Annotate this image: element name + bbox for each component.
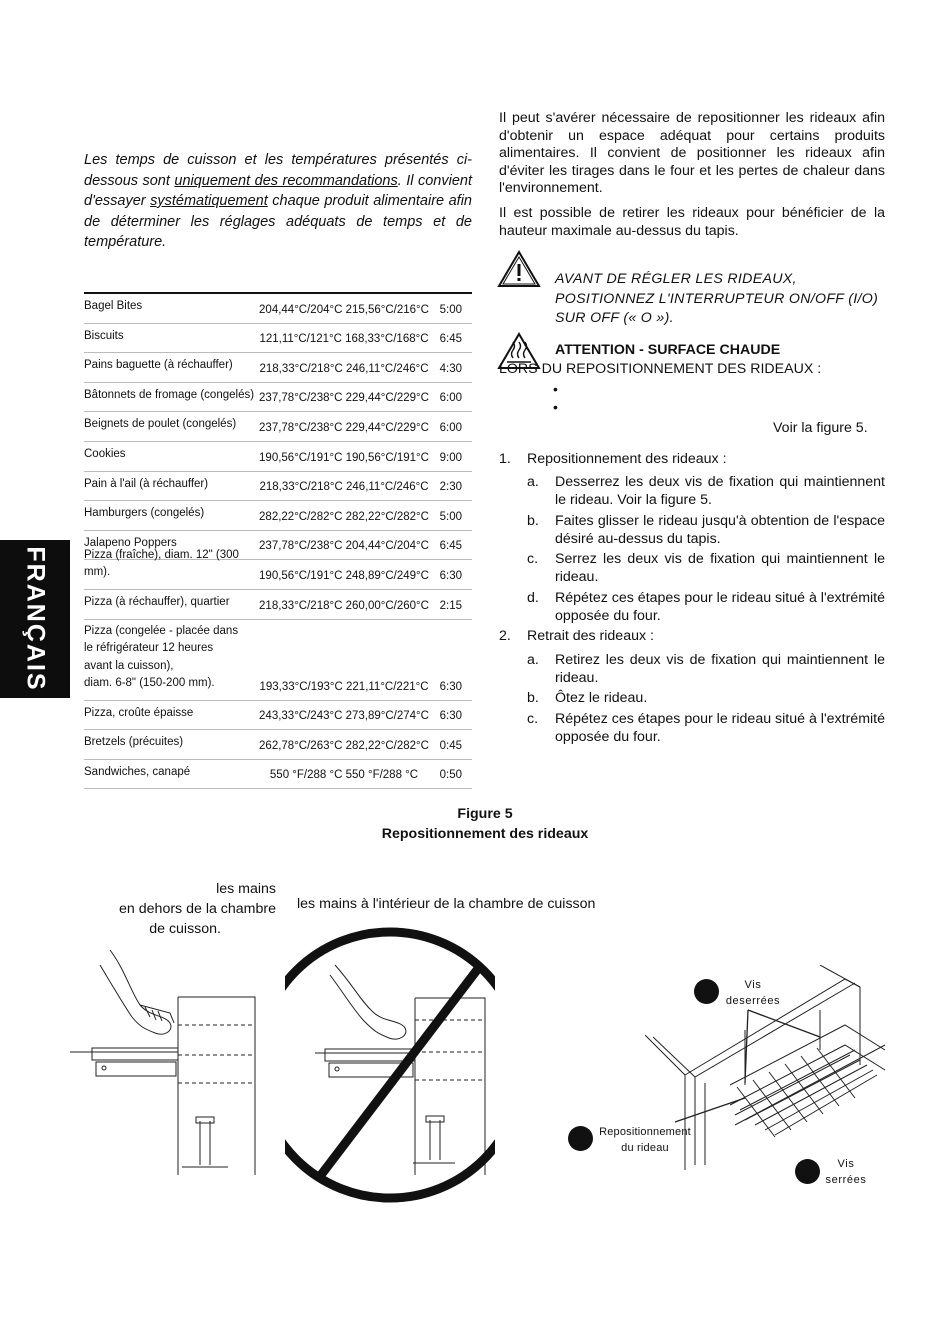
table-row bbox=[84, 383, 472, 413]
table-row bbox=[84, 701, 472, 731]
product-cell: Pizza (à réchauffer), quartier bbox=[84, 596, 230, 609]
time-cell: 6:30 bbox=[439, 569, 462, 582]
table-row bbox=[84, 590, 472, 620]
bullet-2: • bbox=[553, 399, 558, 415]
label-loosened-line-1: Vis bbox=[744, 979, 762, 991]
warning-triangle-icon bbox=[497, 250, 541, 288]
figure-caption bbox=[0, 804, 950, 844]
hot-surface-title: ATTENTION - SURFACE CHAUDE bbox=[555, 342, 781, 358]
time-cell: 6:30 bbox=[439, 680, 462, 693]
step-2b-letter: b. bbox=[527, 690, 539, 706]
callout-dot-tightened-screws bbox=[795, 1159, 820, 1184]
time-cell: 0:45 bbox=[439, 739, 462, 752]
temperature-cell: 282,22°C/282°C 282,22°C/282°C bbox=[259, 510, 429, 523]
intro-underline-1: uniquement des recommandations bbox=[174, 172, 398, 189]
table-row bbox=[84, 412, 472, 442]
product-cell: Biscuits bbox=[84, 329, 124, 342]
product-cell: Cookies bbox=[84, 448, 126, 461]
table-row bbox=[84, 760, 472, 790]
time-cell: 6:45 bbox=[439, 540, 462, 553]
table-row bbox=[84, 501, 472, 531]
step-2c-text: Répétez ces étapes pour le rideau situé à l'extrémité opposée du four. bbox=[555, 711, 885, 745]
figure-caption-left bbox=[96, 879, 276, 939]
step-2c-letter: c. bbox=[527, 711, 539, 727]
temperature-cell: 204,44°C/204°C 215,56°C/216°C bbox=[259, 303, 429, 316]
product-cell: Bâtonnets de fromage (congelés) bbox=[84, 388, 255, 401]
step-1d-text: Répétez ces étapes pour le rideau situé à l'extrémité opposée du four. bbox=[555, 590, 885, 624]
temperature-cell: 237,78°C/238°C 229,44°C/229°C bbox=[259, 392, 429, 405]
product-cell: Pizza, croûte épaisse bbox=[84, 706, 194, 719]
label-curtain-reposition bbox=[595, 1125, 695, 1156]
figure-number: Figure 5 bbox=[457, 806, 513, 822]
warning-text: AVANT DE RÉGLER LES RIDEAUX, POSITIONNEZ L'INTERRUPTEUR ON/OFF (I/O) SUR OFF (« O »). bbox=[555, 271, 879, 326]
time-cell: 4:30 bbox=[439, 362, 462, 375]
step-1b-letter: b. bbox=[527, 513, 539, 529]
step-1a-letter: a. bbox=[527, 474, 539, 490]
step-1d-letter: d. bbox=[527, 590, 539, 606]
product-cell: Pizza (congelée - placée dans le réfrigérateur 12 heures avant la cuisson), diam. 6-8" (150-200 mm). bbox=[84, 624, 239, 690]
label-tightened-screws bbox=[818, 1157, 874, 1188]
product-cell: Jalapeno Poppers bbox=[84, 536, 177, 549]
product-cell: Pizza (fraîche), diam. 12" (300 mm). bbox=[84, 548, 239, 579]
caption-left-line-3: de cuisson. bbox=[149, 921, 221, 937]
step-1c-letter: c. bbox=[527, 551, 539, 567]
product-cell: Sandwiches, canapé bbox=[84, 765, 191, 778]
illustration-hands-outside bbox=[70, 945, 270, 1175]
label-tightened-line-1: Vis bbox=[837, 1158, 855, 1170]
step-2-title: Retrait des rideaux : bbox=[527, 628, 654, 644]
illustration-hands-inside-prohibited bbox=[285, 920, 495, 1215]
time-cell: 6:30 bbox=[439, 710, 462, 723]
step-2a-text: Retirez les deux vis de fixation qui maintiennent le rideau. bbox=[555, 652, 885, 686]
curtain-removal-paragraph: Il est possible de retirer les rideaux pour bénéficier de la hauteur maximale au-dessus du tapis. bbox=[499, 205, 885, 239]
callout-dot-loosened-screws bbox=[694, 979, 719, 1004]
step-1-title: Repositionnement des rideaux : bbox=[527, 451, 727, 467]
table-row bbox=[84, 442, 472, 472]
time-cell: 2:30 bbox=[439, 481, 462, 494]
time-cell: 9:00 bbox=[439, 451, 462, 464]
product-cell: Pain à l'ail (à réchauffer) bbox=[84, 477, 209, 490]
see-figure-reference: Voir la figure 5. bbox=[773, 420, 868, 436]
step-2-number: 2. bbox=[499, 628, 511, 644]
step-2b-text: Ôtez le rideau. bbox=[555, 690, 648, 706]
step-1-number: 1. bbox=[499, 451, 511, 467]
intro-text-2: . Il convient d'essayer bbox=[84, 172, 472, 209]
table-row bbox=[84, 548, 472, 590]
step-1a-text: Desserrez les deux vis de fixation qui maintiennent le rideau. Voir la figure 5. bbox=[555, 474, 885, 508]
intro-underline-2: systématiquement bbox=[150, 193, 268, 209]
label-tightened-line-2: serrées bbox=[825, 1173, 867, 1186]
temperature-cell: 237,78°C/238°C 204,44°C/204°C bbox=[259, 540, 429, 553]
temperature-cell: 218,33°C/218°C 260,00°C/260°C bbox=[259, 599, 429, 612]
bullet-1: • bbox=[553, 381, 558, 397]
label-loosened-line-2: deserrées bbox=[725, 994, 781, 1007]
time-cell: 2:15 bbox=[439, 599, 462, 612]
hot-surface-subtitle: LORS DU REPOSITIONNEMENT DES RIDEAUX : bbox=[499, 361, 822, 377]
temperature-cell: 243,33°C/243°C 273,89°C/274°C bbox=[259, 710, 429, 723]
procedure-steps bbox=[499, 451, 889, 751]
temperature-cell: 237,78°C/238°C 229,44°C/229°C bbox=[259, 421, 429, 434]
temperature-cell: 550 °F/288 °C 550 °F/288 °C bbox=[269, 769, 419, 782]
language-tab-label: FRANÇAIS bbox=[21, 546, 50, 692]
time-cell: 6:45 bbox=[439, 333, 462, 346]
time-cell: 0:50 bbox=[439, 769, 462, 782]
table-row bbox=[84, 730, 472, 760]
temperature-cell: 121,11°C/121°C 168,33°C/168°C bbox=[259, 333, 429, 346]
table-row bbox=[84, 472, 472, 502]
temperature-cell: 218,33°C/218°C 246,11°C/246°C bbox=[259, 362, 429, 375]
language-tab bbox=[0, 540, 70, 698]
time-cell: 6:00 bbox=[439, 392, 462, 405]
time-cell: 6:00 bbox=[439, 421, 462, 434]
temperature-cell: 218,33°C/218°C 246,11°C/246°C bbox=[259, 481, 429, 494]
product-cell: Bretzels (précuites) bbox=[84, 736, 184, 749]
curtain-intro-paragraph: Il peut s'avérer nécessaire de repositionner les rideaux afin d'obtenir un espace adéquat pour certains produits alimentaires. Il convient de positionner les rideaux afin d'éviter les tirages dans le four et les pertes de chaleur dans l'environnement. bbox=[499, 110, 885, 196]
temperature-cell: 262,78°C/263°C 282,22°C/282°C bbox=[259, 739, 429, 752]
table-row bbox=[84, 324, 472, 354]
intro-text-1: Les temps de cuisson et les températures présentés ci-dessous sont bbox=[84, 152, 472, 189]
label-reposition-line-2: du rideau bbox=[621, 1141, 669, 1154]
time-cell: 5:00 bbox=[439, 510, 462, 523]
intro-paragraph bbox=[84, 150, 472, 253]
cooking-table bbox=[84, 292, 472, 789]
label-loosened-screws bbox=[718, 978, 788, 1009]
product-cell: Hamburgers (congelés) bbox=[84, 507, 205, 520]
label-reposition-line-1: Repositionnement bbox=[599, 1126, 691, 1138]
intro-text-3: chaque produit alimentaire afin de déterminer les réglages adéquats de temps et de température. bbox=[84, 193, 472, 250]
step-1b-text: Faites glisser le rideau jusqu'à obtention de l'espace désiré au-dessus du tapis. bbox=[555, 513, 885, 547]
callout-dot-curtain-reposition bbox=[568, 1126, 593, 1151]
figure-title: Repositionnement des rideaux bbox=[381, 826, 589, 842]
table-row bbox=[84, 294, 472, 324]
figure-caption-middle: les mains à l'intérieur de la chambre de cuisson bbox=[297, 896, 596, 912]
temperature-cell: 193,33°C/193°C 221,11°C/221°C bbox=[259, 680, 429, 693]
caption-left-line-2: en dehors de la chambre bbox=[119, 901, 276, 917]
temperature-cell: 190,56°C/191°C 190,56°C/191°C bbox=[259, 451, 429, 464]
product-cell: Pains baguette (à réchauffer) bbox=[84, 359, 233, 372]
time-cell: 5:00 bbox=[439, 303, 462, 316]
caption-left-line-1: les mains bbox=[216, 881, 276, 897]
product-cell: Beignets de poulet (congelés) bbox=[84, 418, 237, 431]
temperature-cell: 190,56°C/191°C 248,89°C/249°C bbox=[259, 569, 429, 582]
step-1c-text: Serrez les deux vis de fixation qui maintiennent le rideau. bbox=[555, 551, 885, 585]
table-row bbox=[84, 620, 472, 701]
product-cell: Bagel Bites bbox=[84, 300, 143, 313]
step-2a-letter: a. bbox=[527, 652, 539, 668]
table-row bbox=[84, 353, 472, 383]
